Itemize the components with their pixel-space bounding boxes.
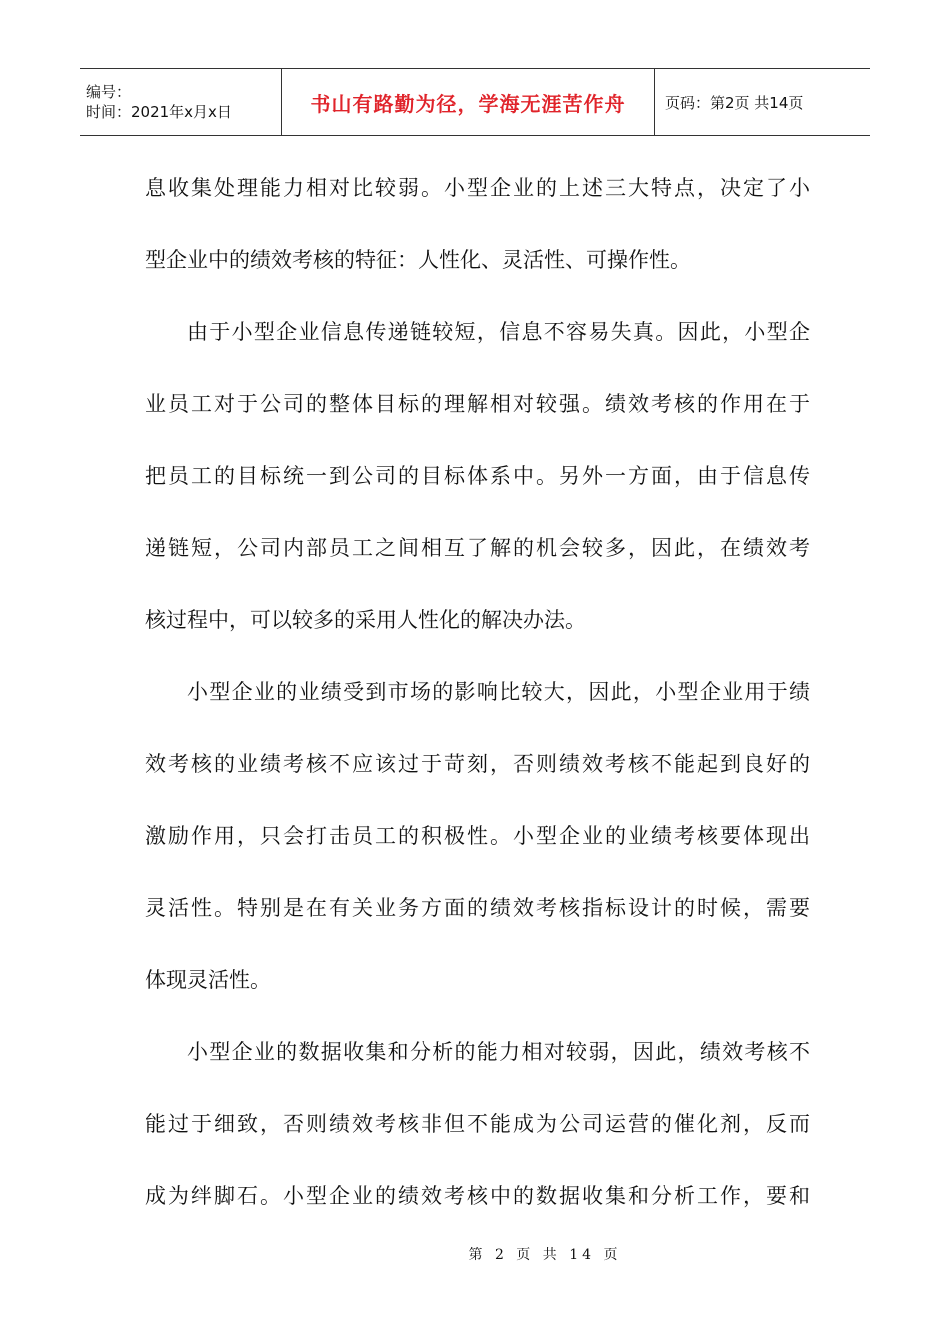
header-motto: 书山有路勤为径，学海无涯苦作舟 bbox=[281, 69, 655, 135]
header-meta bbox=[80, 69, 281, 135]
body-text-line: 型企业中的绩效考核的特征：人性化、灵活性、可操作性。 bbox=[145, 248, 691, 272]
page-header bbox=[80, 68, 870, 136]
body-text-line: 由于小型企业信息传递链较短，信息不容易失真。因此，小型企 bbox=[187, 320, 810, 344]
body-text-line: 体现灵活性。 bbox=[145, 968, 271, 992]
body-text-line: 把员工的目标统一到公司的目标体系中。另外一方面，由于信息传 bbox=[145, 464, 810, 488]
document-number-label: 编号： bbox=[86, 83, 132, 101]
body-text-line: 业员工对于公司的整体目标的理解相对较强。绩效考核的作用在于 bbox=[145, 392, 810, 416]
body-text-line: 灵活性。特别是在有关业务方面的绩效考核指标设计的时候，需要 bbox=[145, 896, 810, 920]
body-text-line: 小型企业的数据收集和分析的能力相对较弱，因此，绩效考核不 bbox=[187, 1040, 810, 1064]
body-text-line: 递链短，公司内部员工之间相互了解的机会较多，因此，在绩效考 bbox=[145, 536, 810, 560]
document-time-label: 时间：2021年x月x日 bbox=[86, 103, 232, 121]
body-text-line: 激励作用，只会打击员工的积极性。小型企业的业绩考核要体现出 bbox=[145, 824, 810, 848]
header-page-number: 页码：第2页 共14页 bbox=[665, 93, 804, 112]
page-footer: 第 2 页 共 14 页 bbox=[468, 1247, 622, 1263]
body-text-line: 小型企业的业绩受到市场的影响比较大，因此，小型企业用于绩 bbox=[187, 680, 810, 704]
body-text-line: 成为绊脚石。小型企业的绩效考核中的数据收集和分析工作，要和 bbox=[145, 1184, 810, 1208]
body-text-line: 能过于细致，否则绩效考核非但不能成为公司运营的催化剂，反而 bbox=[145, 1112, 810, 1136]
body-text-line: 效考核的业绩考核不应该过于苛刻，否则绩效考核不能起到良好的 bbox=[145, 752, 810, 776]
document-body bbox=[145, 152, 810, 1232]
body-text-line: 核过程中，可以较多的采用人性化的解决办法。 bbox=[145, 608, 586, 632]
body-text-line: 息收集处理能力相对比较弱。小型企业的上述三大特点，决定了小 bbox=[145, 176, 810, 200]
